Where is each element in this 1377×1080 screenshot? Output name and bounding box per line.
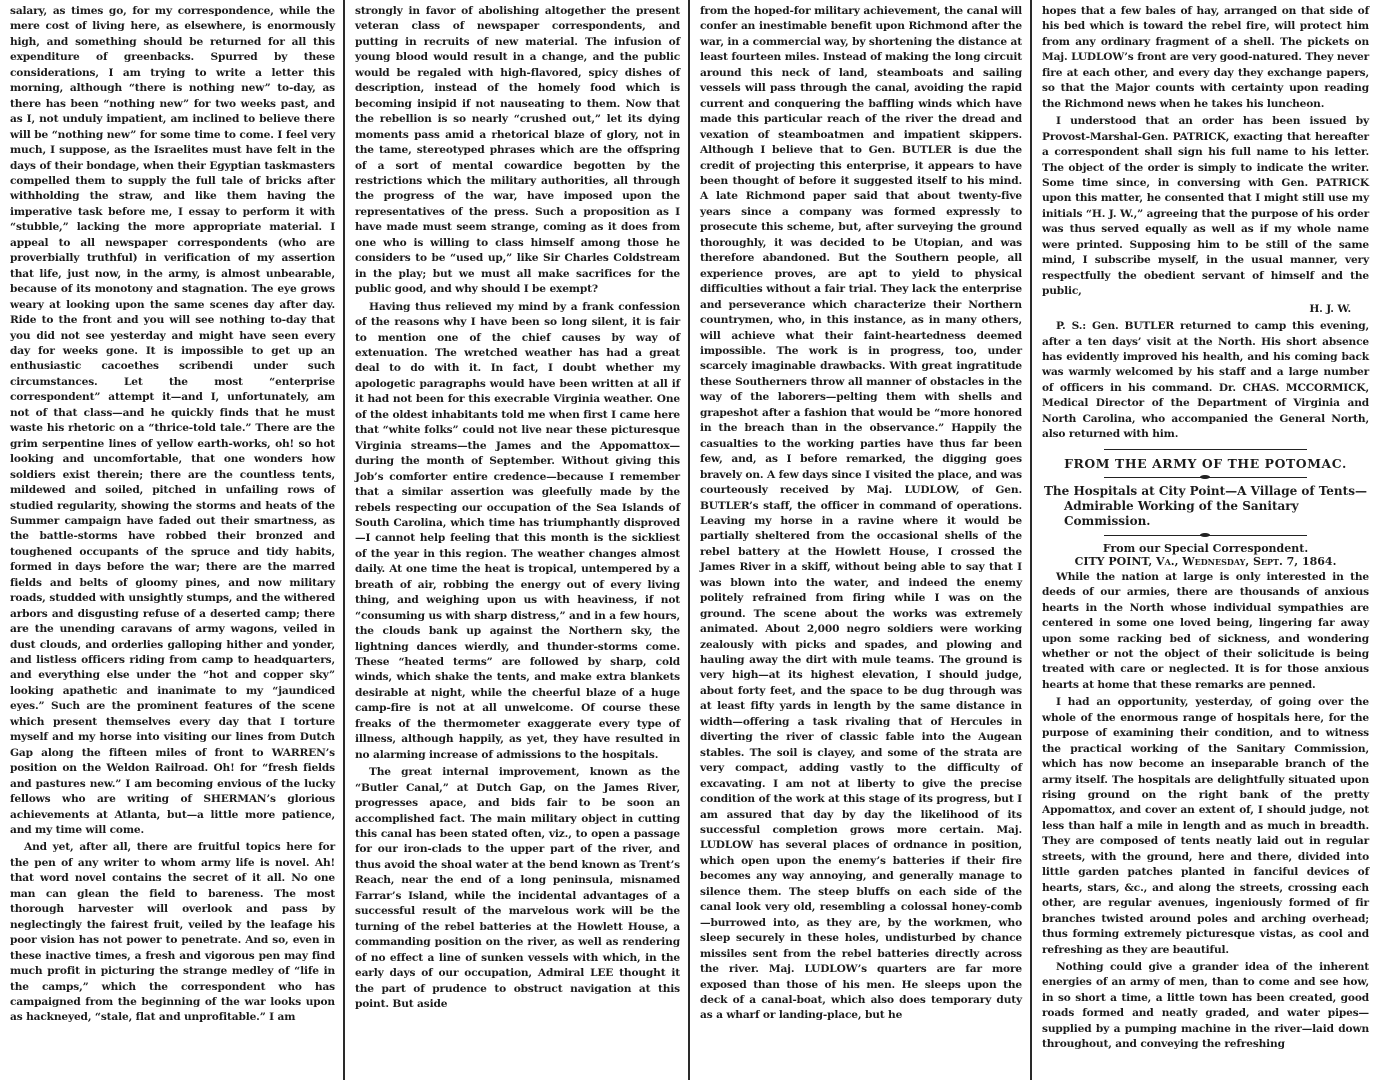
paragraph: strongly in favor of abolishing altogether the present veteran class of newspaper correspondents, and putting in recruits of new material. The infusion of young blood would result in a change, and the public would be regaled with high-flavored, spicy dishes of description, instead of the homely food which is becoming insipid if not nauseating to them. Now that the rebellion is so nearly “crushed out,” let its dying moments pass amid a rhetorical blaze of glory, not in the tame, stereotyped phrases which are the offspring of a sort of mental cowardice begotten by the restrictions which the military authorities, all through the progress of the war, have imposed upon the representatives of the press. Such a proposition as I have made must seem strange, coming as it does from one who is willing to class himself among those he considers to be “used up,” like Sir Charles Coldstream in the play; but we must all make sacrifices for the public good, and why should I be exempt? bbox=[355, 5, 680, 296]
column-3 bbox=[688, 0, 1030, 1080]
column-1 bbox=[0, 0, 343, 1080]
byline: From our Special Correspondent. bbox=[1102, 541, 1309, 555]
paragraph: Having thus relieved my mind by a frank confession of the reasons why I have been so long silent, it is fair to mention one of the chief causes by way of extenuation. The wretched weather has had a great deal to do with it. In fact, I doubt whether my apologetic paragraphs would have been written at all if it had not been for this execrable Virginia weather. One of the oldest inhabitants told me when first I came here that “white folks” could not live near these picturesque Virginia streams—the James and the Appomattox—during the month of September. Without giving this Job’s comforter entire credence—because I remember that a similar assertion was gleefully made by the rebels respecting our occupation of the Sea Islands of South Carolina, which time has triumphantly disproved—I cannot help feeling that this month is the sickliest of the year in this region. The weather changes almost daily. At one time the heat is tropical, untempered by a breath of air, robbing the energy out of every living thing, and weighing upon us with heaviness, if not “consuming us with sharp distress,” and in a few hours, the clouds bank up against the Northern sky, the lightning dances wierdly, and thunder-storms come. These “heated terms” are followed by sharp, cold winds, which shake the tents, and make extra blankets desirable at night, while the cheerful blaze of a huge camp-fire is not at all unwelcome. Of course these freaks of the thermometer exaggerate every type of illness, although happily, as yet, they have resulted in no alarming increase of admissions to the hospitals. bbox=[355, 300, 680, 761]
paragraph: And yet, after all, there are fruitful topics here for the pen of any writer to whom army life is novel. Ah! that word novel contains the secret of it all. No one man can glean the field to bareness. The most thorough harvester will overlook and pass by neglectingly the fairest fruit, veiled by the leafage his poor vision has not power to penetrate. And so, even in these inactive times, a fresh and vigorous pen may find much profit in picturing the strange medley of “life in the camps,” which the correspondent who has campaigned from the beginning of the war looks upon as hackneyed, “stale, flat and unprofitable.” I am bbox=[10, 841, 335, 1024]
column-2 bbox=[343, 0, 688, 1080]
paragraph: The great internal improvement, known as the “Butler Canal,” at Dutch Gap, on the James River, progresses apace, and bids fair to be soon an accomplished fact. The main military object in cutting this canal has been stated often, viz., to open a passage for our iron-clads to the upper part of the river, and thus avoid the shoal water at the bend known as Trent’s Reach, near the end of a long peninsula, misnamed Farrar’s Island, while the incidental advantages of a successful result of the marvelous work will be the turning of the rebel batteries at the Howlett House, a commanding position on the river, as well as rendering of no effect a line of sunken vessels with which, in the early days of our occupation, Admiral LEE thought it the part of prudence to obstruct navigation at this point. But aside bbox=[355, 766, 680, 1010]
divider-rule bbox=[1104, 477, 1307, 478]
dateline: CITY POINT, Va., Wednesday, Sept. 7, 1864. bbox=[1074, 554, 1337, 568]
paragraph: While the nation at large is only interested in the deeds of our armies, there are thousands of anxious hearts in the North whose individual sympathies are centered in some one loved being, lingering far away upon some racking bed of sickness, and wondering whether or not the object of their solicitude is being treated with care or neglected. It is for those anxious hearts at home that these remarks are penned. bbox=[1042, 570, 1369, 691]
paragraph: hopes that a few bales of hay, arranged on that side of his bed which is toward the rebel fire, will protect him from any ordinary fragment of a shell. The pickets on Maj. LUDLOW’s front are very good-natured. They never fire at each other, and every day they exchange papers, so that the Major counts with certainty upon reading the Richmond news when he takes his luncheon. bbox=[1042, 5, 1369, 110]
paragraph: from the hoped-for military achievement, the canal will confer an inestimable benefit upon Richmond after the war, in a commercial way, by shortening the distance at least fourteen miles. Instead of making the long circuit around this neck of land, steamboats and sailing vessels will pass through the canal, avoiding the rapid current and conquering the baffling winds which have made this particular reach of the river the dread and vexation of steamboatmen and impatient skippers. Although I believe that to Gen. BUTLER is due the credit of projecting this enterprise, it appears to have been thought of before it suggested itself to his mind. A late Richmond paper said that about twenty-five years since a company was formed expressly to prosecute this scheme, but, after surveying the ground thoroughly, it was decided to be Utopian, and was therefore abandoned. But the Southern people, all experience proves, are apt to yield to physical difficulties without a fair trial. They lack the enterprise and perseverance which characterize their Northern countrymen, who, in this instance, as in many others, will achieve what their faint-heartedness deemed impossible. The work is in progress, too, under scarcely imaginable drawbacks. With great ingratitude these Southerners throw all manner of obstacles in the way of the laborers—pelting them with shells and grapeshot after a fashion that would be “more honored in the breach than in the observance.” Happily the casualties to the working parties have thus far been few, and, as I before remarked, the digging goes bravely on. A few days since I visited the place, and was courteously received by Maj. LUDLOW, of Gen. BUTLER’s staff, the officer in command of operations. Leaving my horse in a ravine where it would be partially sheltered from the occasional shells of the rebel battery at the Howlett House, I crossed the James River in a skiff, without being able to say that I was blown into the water, and indeed the enemy politely refrained from firing while I was on the ground. The scene about the works was extremely animated. About 2,000 negro soldiers were working zealously with picks and spades, and plowing and hauling away the dirt with mule teams. The ground is very high—at its highest elevation, I should judge, about forty feet, and the space to be dug through was at least fifty yards in length by the same distance in width—offering a task rivaling that of Hercules in diverting the river of classic fable into the Augean stables. The soil is clayey, and some of the strata are very compact, adding vastly to the difficulty of excavating. I am not at liberty to give the precise condition of the work at this stage of its progress, but I am assured that day by day the likelihood of its successful completion grows more certain. Maj. LUDLOW has several places of ordnance in position, which open upon the enemy’s batteries if their fire becomes any way annoying, and generally manage to silence them. The steep bluffs on each side of the canal look very old, resembling a colossal honey-comb—burrowed into, as they are, by the workmen, who sleep securely in these holes, undisturbed by chance missiles sent from the rebel batteries directly across the river. Maj. LUDLOW’s quarters are far more exposed than those of his men. He sleeps upon the deck of a canal-boat, which also does temporary duty as a wharf or landing-place, but he bbox=[700, 5, 1022, 1022]
paragraph: I had an opportunity, yesterday, of going over the whole of the enormous range of hospitals here, for the purpose of examining their condition, and to witness the practical working of the Sanitary Commission, which has now become an inseparable branch of the army itself. The hospitals are delightfully situated upon rising ground on the right bank of the pretty Appomattox, and cover an extent of, I should judge, not less than half a mile in length and as much in breadth. They are composed of tents neatly laid out in regular streets, with the ground, here and there, divided into little garden patches planted in fanciful devices of hearts, stars, &c., and along the streets, crossing each other, are regular avenues, ingeniously formed of fir branches twisted around poles and arching overhead; thus forming extremely picturesque vistas, as cool and refreshing as they are beautiful. bbox=[1042, 696, 1369, 956]
paragraph: I understood that an order has been issued by Provost-Marshal-Gen. PATRICK, exacting that hereafter a correspondent shall sign his full name to his letter. The object of the order is simply to indicate the writer. Some time since, in conversing with Gen. PATRICK upon this matter, he consented that I might still use my initials “H. J. W.,” agreeing that the purpose of his order was thus served equally as well as if my whole name were printed. Supposing him to be still of the same mind, I subscribe myself, in the usual manner, very respectfully the obedient servant of himself and the public, bbox=[1042, 115, 1369, 298]
paragraph: salary, as times go, for my correspondence, while the mere cost of living here, as elsewhere, is enormously high, and something should be returned for all this expenditure of greenbacks. Spurred by these considerations, I am trying to write a letter this morning, although “there is nothing new” to-day, as there has been “nothing new” for two weeks past, and as I, not unduly impatient, am inclined to believe there will be “nothing new” for some time to come. I feel very much, I suppose, as the Israelites must have felt in the days of their bondage, when their Egyptian taskmasters compelled them to supply the full tale of bricks after withholding the straw, and like them having the imperative task before me, I essay to perform it with “stubble,” lacking the more appropriate material. I appeal to all newspaper correspondents (who are proverbially truthful) in verification of my assertion that life, just now, in the army, is almost unbearable, because of its monotony and stagnation. The eye grows weary at looking upon the same scenes day after day. Ride to the front and you will see nothing to-day that you did not see yesterday and might have seen every day for weeks gone. It is impossible to get up an enthusiastic cacoethes scribendi under such circumstances. Let the most “enterprise correspondent” attempt it—and I, unfortunately, am not of that class—and he quickly finds that he must waste his rhetoric on a “thrice-told tale.” There are the grim serpentine lines of yellow earth-works, oh! so hot looking and uncomfortable, that one wonders how soldiers exist therein; there are the countless tents, mildewed and soiled, pitched in unfailing rows of studied regularity, showing the storms and heats of the Summer campaign have faded out their smartness, as the battle-storms have robbed their bronzed and toughened occupants of the spruce and tidy habits, formed in days before the war; there are the marred fields and belts of gloomy pines, and now military roads, studded with unsightly stumps, and the withered arbors and disgusting refuse of a deserted camp; there are the unending caravans of army wagons, veiled in dust clouds, and orderlies galloping hither and yonder, and listless officers riding from camp to headquarters, and everything else under the “hot and copper sky” looking apathetic and inanimate to my “jaundiced eyes.” Such are the prominent features of the scene which present themselves every day that I torture myself and my horse into visiting our lines from Dutch Gap along the fifteen miles of front to WARREN’s position on the Weldon Railroad. Oh! for “fresh fields and pastures new.” I am becoming envious of the lucky fellows who are writing of SHERMAN’s glorious achievements at Atlanta, but—a little more patience, and my time will come. bbox=[10, 5, 335, 837]
article-subheading: The Hospitals at City Point—A Village of Tents—Admirable Working of the Sanitary Commission. bbox=[1044, 483, 1367, 528]
postscript: P. S.: Gen. BUTLER returned to camp this evening, after a ten days’ visit at the North. His short absence has evidently improved his health, and his coming back was warmly welcomed by his staff and a large number of officers in his command. Dr. CHAS. MCCORMICK, Medical Director of the Department of Virginia and North Carolina, who accompanied the General North, also returned with him. bbox=[1042, 320, 1369, 441]
section-heading: FROM THE ARMY OF THE POTOMAC. bbox=[1064, 455, 1347, 471]
signature: H. J. W. bbox=[1309, 302, 1351, 315]
column-4 bbox=[1030, 0, 1377, 1080]
divider-rule bbox=[1104, 535, 1307, 536]
paragraph: Nothing could give a grander idea of the inherent energies of an army of men, than to come and see how, in so short a time, a little town has been created, good roads formed and neatly graded, and water pipes—supplied by a pumping machine in the river—laid down throughout, and conveying the refreshing bbox=[1042, 961, 1369, 1051]
divider-rule bbox=[1104, 449, 1307, 450]
signature-line bbox=[1042, 302, 1369, 317]
